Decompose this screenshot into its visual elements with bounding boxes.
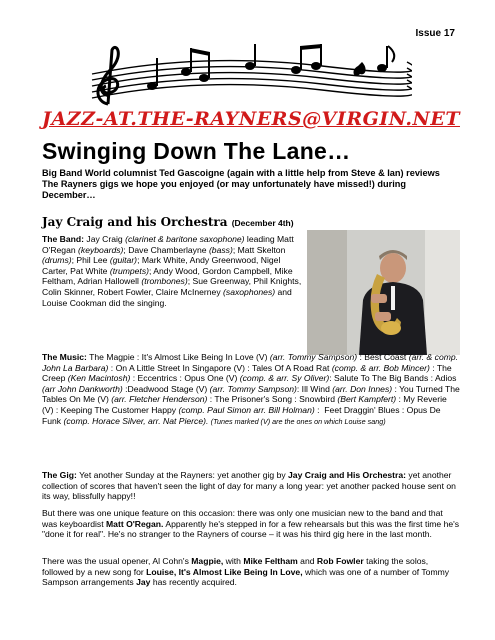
saxophonist-photo: [307, 230, 460, 355]
band-lineup: The Band: Jay Craig (clarinet & baritone saxophone) leading Matt O'Regan (keyboards); Dave Chamberlayne (bass); Matt Skelton (drums); Phil Lee (guitar); Mark White, Andy Greenwood, Nigel Carter, Pat White (trumpets); Andy Wood, Gordon Campbell, Mike Feltham, Adrian Hallowell (trombones); Sue Greenway, Phil Knights, Colin Skinner, Robert Fowler, Claire McInerney (saxophones) and Louise Cookman did the singing.: [42, 234, 302, 308]
band-label: The Band:: [42, 234, 85, 244]
gig-paragraph-3: There was the usual opener, Al Cohn's Magpie, with Mike Feltham and Rob Fowler taking the solos, followed by a new song for Louise, It's Almost Like Being In Love, which was one of a number of Tommy Sampson arrangements Jay has recently acquired.: [42, 556, 450, 588]
music-footnote: (Tunes marked (V) are the ones on which Louise sang): [210, 416, 386, 426]
gig-label: The Gig:: [42, 470, 77, 480]
issue-number: Issue 17: [415, 28, 455, 39]
article-intro: Big Band World columnist Ted Gascoigne (again with a little help from Steve & Ian) reviews The Rayners gigs we hope you enjoyed (or may unfortunately have missed!) during December…: [42, 168, 440, 201]
section-date: (December 4th): [231, 218, 294, 228]
article-title: Swinging Down The Lane…: [42, 138, 351, 164]
music-label: The Music:: [42, 352, 87, 362]
gig-paragraph-1: The Gig: Yet another Sunday at the Rayners: yet another gig by Jay Craig and His Orchestra: yet another collection of scores that haven't seen the light of day for many a long year: yet another packed house sent on its way, blissfully happy!!: [42, 470, 456, 502]
music-setlist: The Music: The Magpie : It's Almost Like Being In Love (V) (arr. Tommy Sampson) : Best Coast (arr. & comp. John La Barbara) : On A Little Street In Singapore (V) : Tales Of A Road Rat (comp. & arr. Bob Mincer) : The Creep (Ken Macintosh) : Eccentrics : Opus One (V) (comp. & arr. Sy Oliver): Salute To The Big Bands : Adios (arr John Dankworth) :Deadwood Stage (V) (arr. Tommy Sampson): Ill Wind (arr. Don Innes) : You Turned The Tables On Me (V) (arr. Fletcher Henderson) : The Prisoner's Song : Snowbird (Bert Kampfert) : My Reverie (V) : Keeping The Customer Happy (comp. Paul Simon arr. Bill Holman) : Feet Draggin' Blues : Opus De Funk (comp. Horace Silver, arr. Nat Pierce). (Tunes marked (V) are the ones on which Louise sang): [42, 352, 460, 426]
contact-email[interactable]: JAZZ-AT.THE-RAYNERS@VIRGIN.NET: [42, 108, 460, 130]
section-heading-text: Jay Craig and his Orchestra: [42, 215, 228, 229]
section-heading: [42, 215, 294, 229]
gig-paragraph-2: But there was one unique feature on this occasion: there was only one musician new to the band and that was keyboardist Matt O'Regan. Apparently he's stepped in for a few rehearsals but this was the first time he's "done it for real". He's no stranger to the Rayners of course – it was his third gig here in the last month.: [42, 508, 460, 540]
music-staff-banner: [82, 44, 412, 108]
